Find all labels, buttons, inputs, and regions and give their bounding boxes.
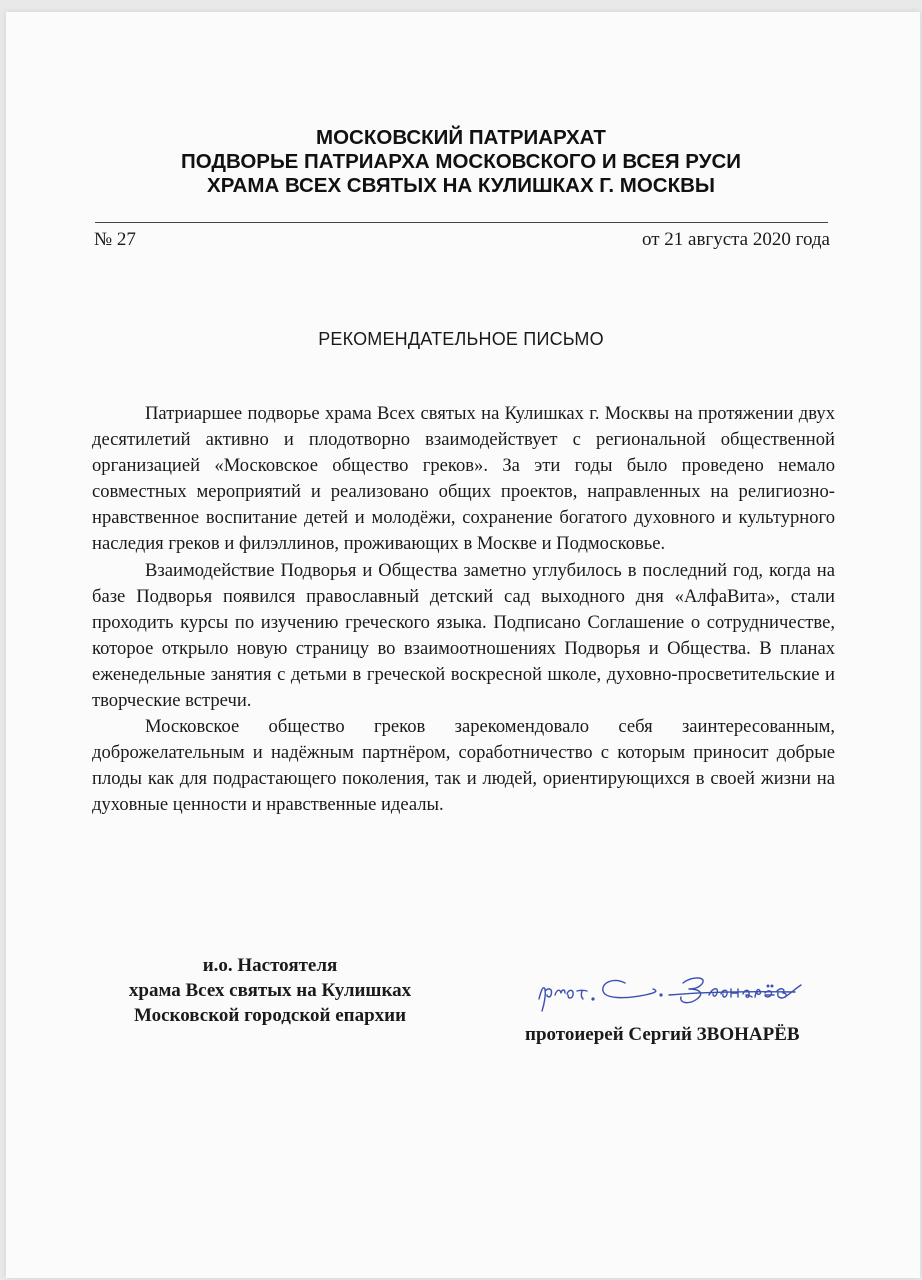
letterhead-line-2: ПОДВОРЬЕ ПАТРИАРХА МОСКОВСКОГО И ВСЕЯ РУСИ (181, 150, 741, 173)
document-number: № 27 (94, 229, 136, 250)
handwritten-signature (533, 965, 853, 1025)
position-line-1: и.о. Настоятеля (202, 955, 338, 976)
letterhead-line-1: МОСКОВСКИЙ ПАТРИАРХАТ (316, 126, 606, 149)
letter-title: РЕКОМЕНДАТЕЛЬНОЕ ПИСЬМО (318, 329, 604, 349)
letterhead (0, 126, 922, 198)
signatory-position (70, 953, 470, 1028)
letterhead-line-3: ХРАМА ВСЕХ СВЯТЫХ НА КУЛИШКАХ Г. МОСКВЫ (207, 174, 715, 197)
position-line-3: Московской городской епархии (133, 1005, 407, 1026)
position-line-2: храма Всех святых на Кулишках (128, 980, 412, 1001)
letter-body (92, 401, 835, 819)
letterhead-divider (95, 222, 828, 223)
signatory-name: протоиерей Сергий ЗВОНАРЁВ (525, 1024, 800, 1045)
document-date: от 21 августа 2020 года (641, 229, 830, 250)
body-paragraph-1: Патриаршее подворье храма Всех святых на Кулишках г. Москвы на протяжении двух десятилетий активно и плодотворно взаимодействует с региональной общественной организацией «Московское общество греков». За эти годы было проведено немало совместных мероприятий и реализовано общих проектов, направленных на религиозно-нравственное воспитание детей и молодёжи, сохранение богатого духовного и культурного наследия греков и филэллинов, проживающих в Москве и Подмосковье. (92, 403, 835, 555)
body-paragraph-3: Московское общество греков зарекомендовало себя заинтересованным, доброжелательным и надёжным партнёром, соработничество с которым приносит добрые плоды как для подрастающего поколения, так и людей, ориентирующихся в своей жизни на духовные ценности и нравственные идеалы. (92, 716, 835, 816)
body-paragraph-2: Взаимодействие Подворья и Общества заметно углубилось в последний год, когда на базе Подворья появился православный детский сад выходного дня «АлфаВита», стали проходить курсы по изучению греческого языка. Подписано Соглашение о сотрудничестве, которое открыло новую страницу во взаимоотношениях Подворья и Общества. В планах еженедельные занятия с детьми в греческой воскресной школе, духовно-просветительские и творческие встречи. (92, 559, 835, 712)
